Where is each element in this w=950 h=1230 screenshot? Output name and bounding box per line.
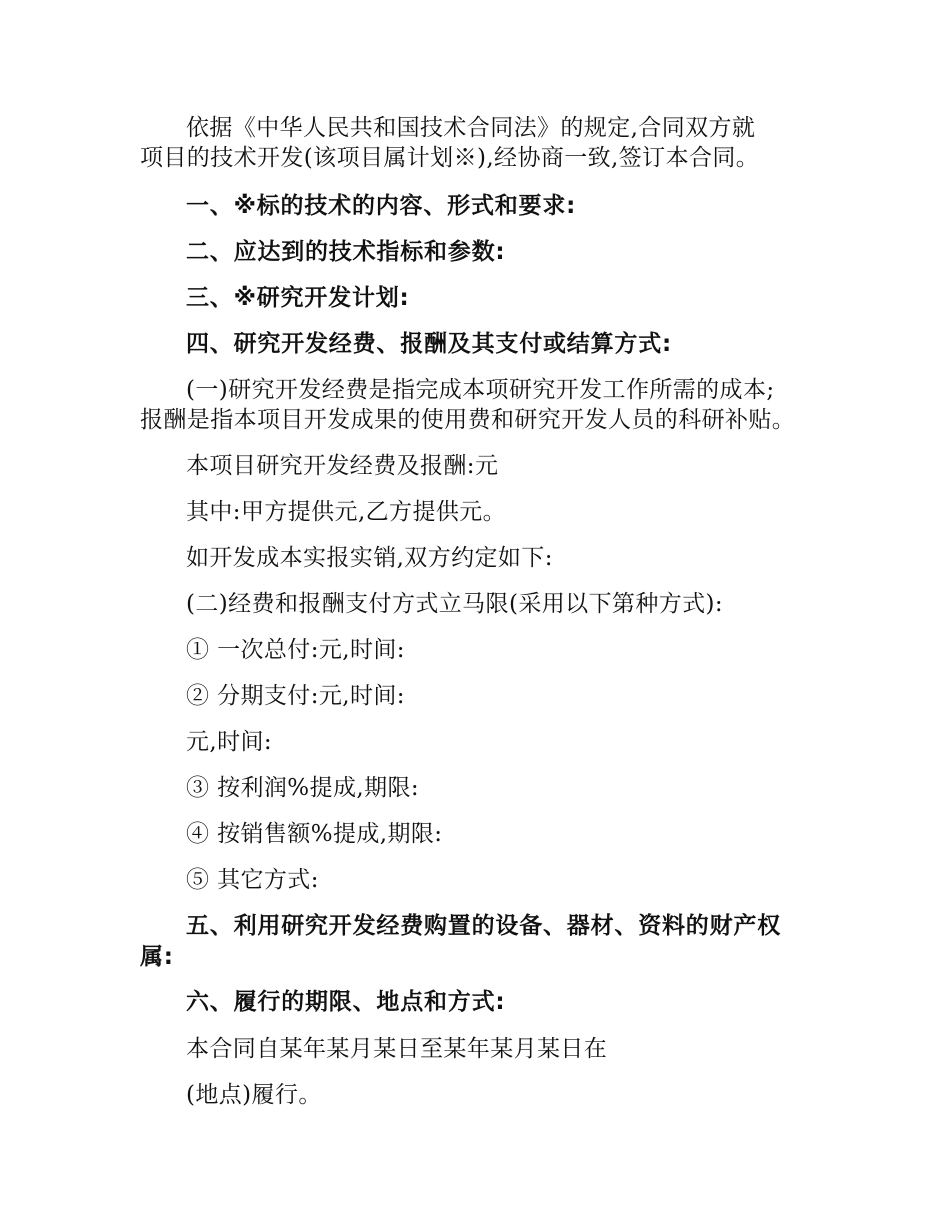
section-4-para-1-line-2: 报酬是指本项目开发成果的使用费和研究开发人员的科研补贴。	[140, 407, 796, 433]
reimburse-clause: 如开发成本实报实销,双方约定如下:	[186, 545, 553, 571]
section-4-heading: 四、研究开发经费、报酬及其支付或结算方式:	[186, 331, 672, 357]
intro-line-2: 项目的技术开发(该项目属计划※),经协商一致,签订本合同。	[140, 145, 760, 171]
section-6-heading: 六、履行的期限、地点和方式:	[186, 989, 506, 1015]
section-6-place: (地点)履行。	[186, 1082, 322, 1108]
section-3-heading: 三、※研究开发计划:	[186, 285, 410, 311]
section-4-para-1-line-1: (一)研究开发经费是指完成本项研究开发工作所需的成本;	[186, 377, 775, 403]
section-5-heading-line-1: 五、利用研究开发经费购置的设备、器材、资料的财产权	[186, 913, 781, 939]
section-5-heading-line-2: 属:	[140, 944, 174, 970]
fee-split: 其中:甲方提供元,乙方提供元。	[186, 499, 507, 525]
section-1-heading: 一、※标的技术的内容、形式和要求:	[186, 193, 577, 219]
payment-method-heading: (二)经费和报酬支付方式立马限(采用以下第种方式):	[186, 591, 724, 617]
payment-option-1: ① 一次总付:元,时间:	[186, 637, 405, 663]
section-6-period: 本合同自某年某月某日至某年某月某日在	[186, 1036, 608, 1062]
intro-line-1: 依据《中华人民共和国技术合同法》的规定,合同双方就	[186, 115, 756, 141]
section-2-heading: 二、应达到的技术指标和参数:	[186, 239, 506, 265]
payment-option-2-continued: 元,时间:	[186, 729, 273, 755]
fee-total: 本项目研究开发经费及报酬:元	[186, 453, 499, 479]
payment-option-2: ② 分期支付:元,时间:	[186, 683, 405, 709]
payment-option-5: ⑤ 其它方式:	[186, 867, 319, 893]
payment-option-4: ④ 按销售额%提成,期限:	[186, 821, 443, 847]
payment-option-3: ③ 按利润%提成,期限:	[186, 775, 420, 801]
